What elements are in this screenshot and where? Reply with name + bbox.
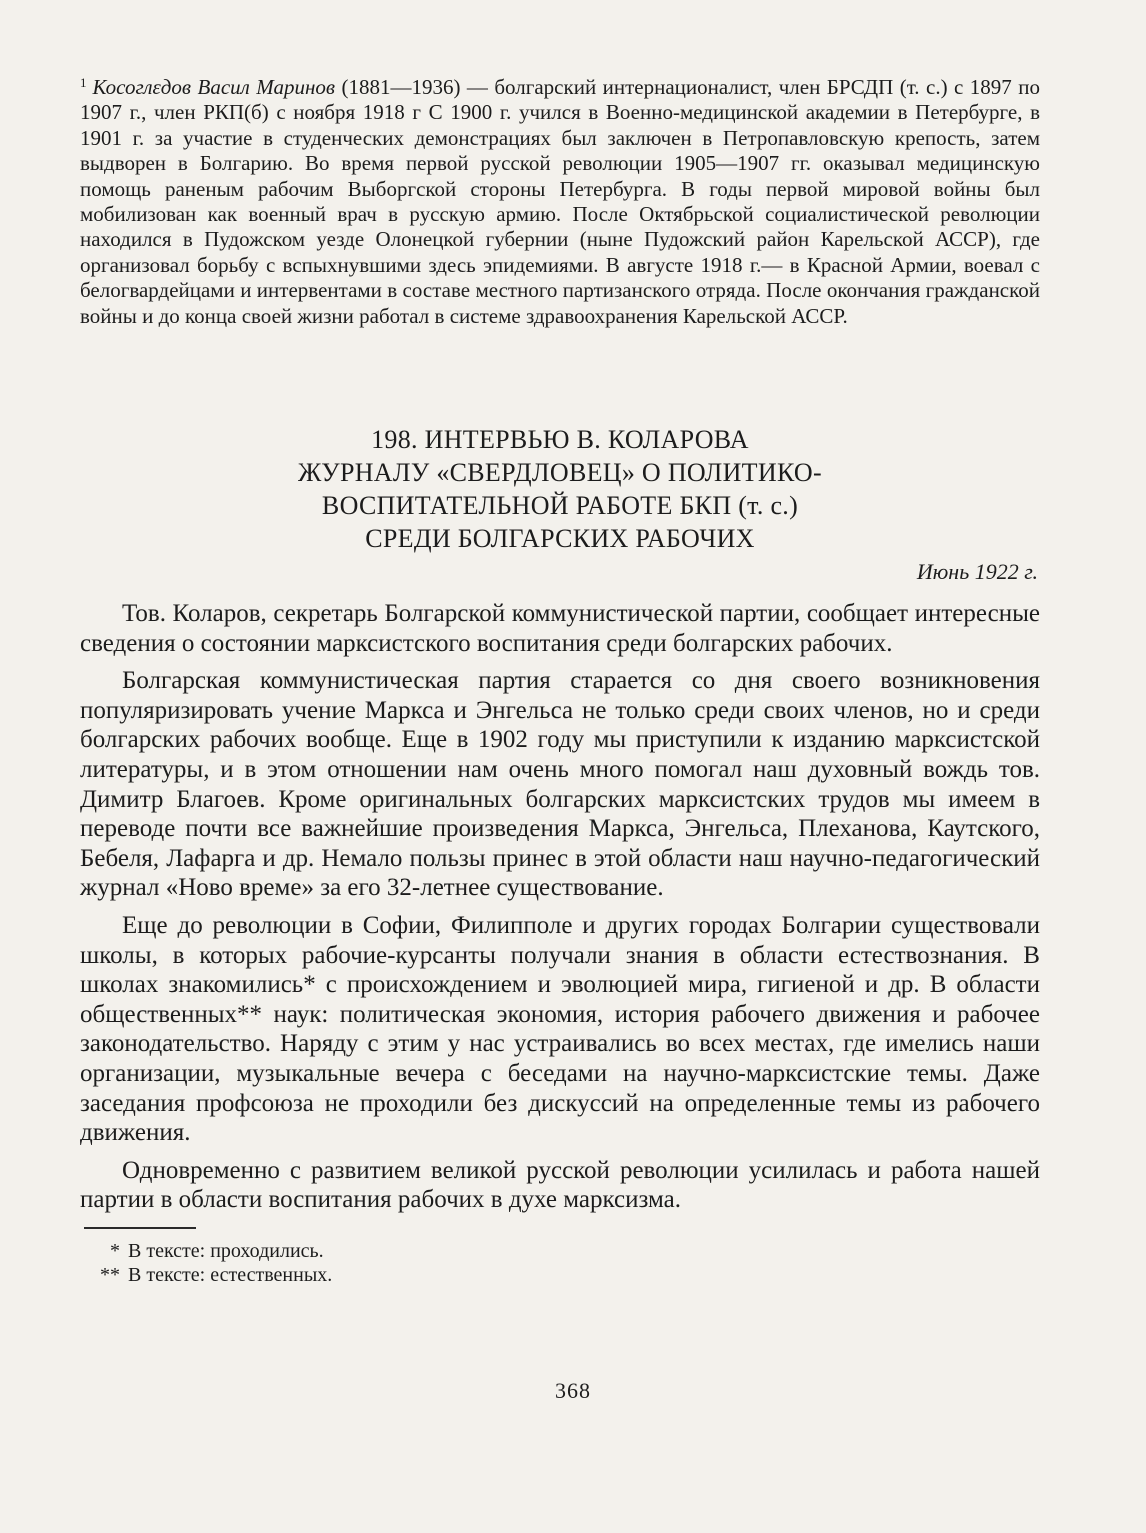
footnote-marker: 1 (80, 75, 87, 90)
page (80, 70, 1040, 1287)
page-number: 368 (555, 1378, 591, 1403)
paragraph: Одновременно с развитием великой русской революции усилилась и работа нашей партии в области воспитания рабочих в духе марксизма. (80, 1156, 1040, 1214)
footnote-item-text: В тексте: естественных. (128, 1263, 333, 1286)
paragraph: Еще до революции в Софии, Филипполе и других городах Болгарии существовали школы, в которых рабочие-курсанты получали знания в области естествознания. В школах знакомились* с происхождением и эволюцией мира, гигиеной и др. В области общественных** наук: политическая экономия, история рабочего движения и рабочее законодательство. Наряду с этим у нас устраивались во всех местах, где имелись наши организации, музыкальные вечера с беседами на научно-марксистские темы. Даже заседания профсоюза не проходили без дискуссий на определенные темы из рабочего движения. (80, 912, 1040, 1147)
document-date: Июнь 1922 г. (916, 559, 1038, 585)
paragraph: Тов. Коларов, секретарь Болгарской коммунистической партии, сообщает интересные сведения о состоянии марксистского воспитания среди болгарских рабочих. (80, 600, 1040, 657)
footnote-text: (1881—1936) — болгарский интернационалист, член БРСДП (т. с.) с 1897 по 1907 г., член РКП(б) с ноября 1918 г С 1900 г. учился в Военно-медицинской академии в Петербурге, в 1901 г. за участие в студенческих демонстрациях был заключен в Петропавловскую крепость, затем выдворен в Болгарию. Во время первой русской революции 1905—1907 гг. оказывал медицинскую помощь раненым рабочим Выборгской стороны Петербурга. В годы первой мировой войны был мобилизован как военный врач в русскую армию. После Октябрьской социалистической революции находился в Пудожском уезде Олонецкой губернии (ныне Пудожский район Карельской АССР), где организовал борьбу с вспыхнувшими здесь эпидемиями. В августе 1918 г.— в Красной Армии, воевал с белогвардейцами и интервентами в составе местного партизанского отряда. После окончания гражданской войны и до конца своей жизни работал в системе здравоохранения Карельской АССР. (80, 75, 1040, 328)
top-footnote (80, 70, 1040, 329)
footnote-mark: * (110, 1239, 120, 1262)
body-text (80, 599, 1040, 1215)
heading-line-2: ЖУРНАЛУ «СВЕРДЛОВЕЦ» О ПОЛИТИКО- (298, 458, 822, 488)
heading-line-3: ВОСПИТАТЕЛЬНОЙ РАБОТЕ БКП (т. с.) (321, 491, 799, 521)
heading-line-1: 198. ИНТЕРВЬЮ В. КОЛАРОВА (371, 425, 749, 455)
paragraph: Болгарская коммунистическая партия старается со дня своего возникновения популяризировать учение Маркса и Энгельса не только среди своих членов, но и среди болгарских рабочих вообще. Еще в 1902 году мы приступили к изданию марксистской литературы, и в этом отношении нам очень много помогал наш духовный вождь тов. Димитр Благоев. Кроме оригинальных болгарских марксистских трудов мы имеем в переводе почти все важнейшие произведения Маркса, Энгельса, Плеханова, Каутского, Бебеля, Лафарга и др. Немало пользы принес в этой области наш научно-педагогический журнал «Ново време» за его 32-летнее существование. (80, 667, 1040, 902)
heading-line-4: СРЕДИ БОЛГАРСКИХ РАБОЧИХ (365, 524, 755, 554)
footnote-person-name: Косоглεдов Васил Маринов (92, 75, 335, 99)
footnote-item (80, 1263, 1040, 1287)
footnote-item (80, 1239, 1040, 1263)
footnote-mark: ** (100, 1263, 120, 1286)
footnote-divider (84, 1227, 196, 1229)
document-heading (80, 423, 1040, 555)
footnotes (80, 1239, 1040, 1287)
footnote-item-text: В тексте: проходились. (128, 1239, 324, 1262)
